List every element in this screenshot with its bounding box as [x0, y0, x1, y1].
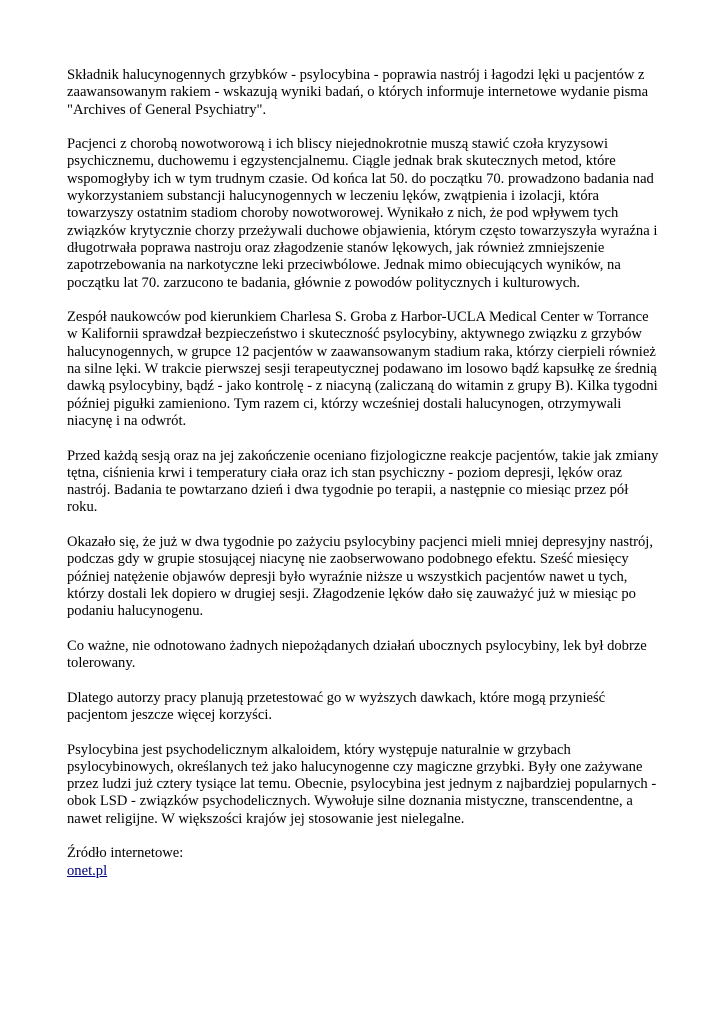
- paragraph-results: Okazało się, że już w dwa tygodnie po zażyciu psylocybiny pacjenci mieli mniej depresyjny nastrój, podczas gdy w grupie stosującej niacynę nie zaobserwowano podobnego efektu. Sześć miesięcy później natężenie objawów depresji było wyraźnie niższe u wszystkich pacjentów nawet u tych, którzy dostali lek dopiero w drugiej sesji. Złagodzenie lęków dało się zauważyć już w miesiąc po podaniu halucynogenu.: [67, 534, 654, 620]
- paragraph-measurements: Przed każdą sesją oraz na jej zakończenie oceniano fizjologiczne reakcje pacjentów, takie jak zmiany tętna, ciśnienia krwi i temperatury ciała oraz ich stan psychiczny - poziom depresji, lęków oraz nastrój. Badania te powtarzano dzień i dwa tygodnie po terapii, a następnie co miesiąc przez pół roku.: [67, 447, 659, 516]
- paragraph-future-plans: Dlatego autorzy pracy planują przetestować go w wyższych dawkach, które mogą przynieść pacjentom jeszcze więcej korzyści.: [67, 689, 606, 723]
- source-block: [67, 845, 659, 880]
- paragraph-study-design: Zespół naukowców pod kierunkiem Charlesa S. Groba z Harbor-UCLA Medical Center w Torrance w Kalifornii sprawdzał bezpieczeństwo i skuteczność psylocybiny, aktywnego związku z grzybów halucynogennych, w grupce 12 pacjentów w zaawansowanym stadium raka, którzy cierpieli również na silne lęki. W trakcie pierwszej sesji terapeutycznej podawano im losowo bądź kapsułkę ze średnią dawką psylocybiny, bądź - jako kontrolę - z niacyną (zaliczaną do witamin z grupy B). Kilka tygodni później pigułki zamieniono. Tym razem ci, którzy wcześniej dostali halucynogen, otrzymywali niacynę i na odwrót.: [67, 309, 658, 429]
- article: [67, 67, 659, 880]
- paragraph-background: Pacjenci z chorobą nowotworową i ich bliscy niejednokrotnie muszą stawić czoła kryzysowi psychicznemu, duchowemu i egzystencjalnemu. Ciągle jednak brak skutecznych metod, które wspomogłyby ich w tym trudnym czasie. Od końca lat 50. do początku 70. prowadzono badania nad wykorzystaniem substancji halucynogennych w leczeniu lęków, zwątpienia i izolacji, która towarzyszy ostatnim stadiom choroby nowotworowej. Wynikało z nich, że pod wpływem tych związków krytycznie chorzy przeżywali duchowe objawienia, którym często towarzyszyła wyraźna i długotrwała poprawa nastroju oraz złagodzenie stanów lękowych, jak również zmniejszenie zapotrzebowania na narkotyczne leki przeciwbólowe. Jednak mimo obiecujących wyników, na początku lat 70. zarzucono te badania, głównie z powodów politycznych i kulturowych.: [67, 136, 658, 291]
- paragraph-safety: Co ważne, nie odnotowano żadnych niepożądanych działań ubocznych psylocybiny, lek był dobrze tolerowany.: [67, 637, 647, 672]
- paragraph-about-psilocybin: Psylocybina jest psychodelicznym alkaloidem, który występuje naturalnie w grzybach psylocybinowych, określanych też jako halucynogenne czy magiczne grzybki. Były one zażywane przez ludzi już cztery tysiące lat temu. Obecnie, psylocybina jest jednym z najbardziej popularnych - obok LSD - związków psychodelicznych. Wywołuje silne doznania mistyczne, transcendentne, a nawet religijne. W większości krajów jej stosowanie jest nielegalne.: [67, 741, 657, 827]
- source-link[interactable]: onet.pl: [67, 862, 108, 879]
- source-label: Źródło internetowe:: [67, 845, 184, 862]
- paragraph-intro: Składnik halucynogennych grzybków - psylocybina - poprawia nastrój i łagodzi lęki u pacjentów z zaawansowanym rakiem - wskazują wyniki badań, o których informuje internetowe wydanie pisma "Archives of General Psychiatry".: [67, 67, 649, 118]
